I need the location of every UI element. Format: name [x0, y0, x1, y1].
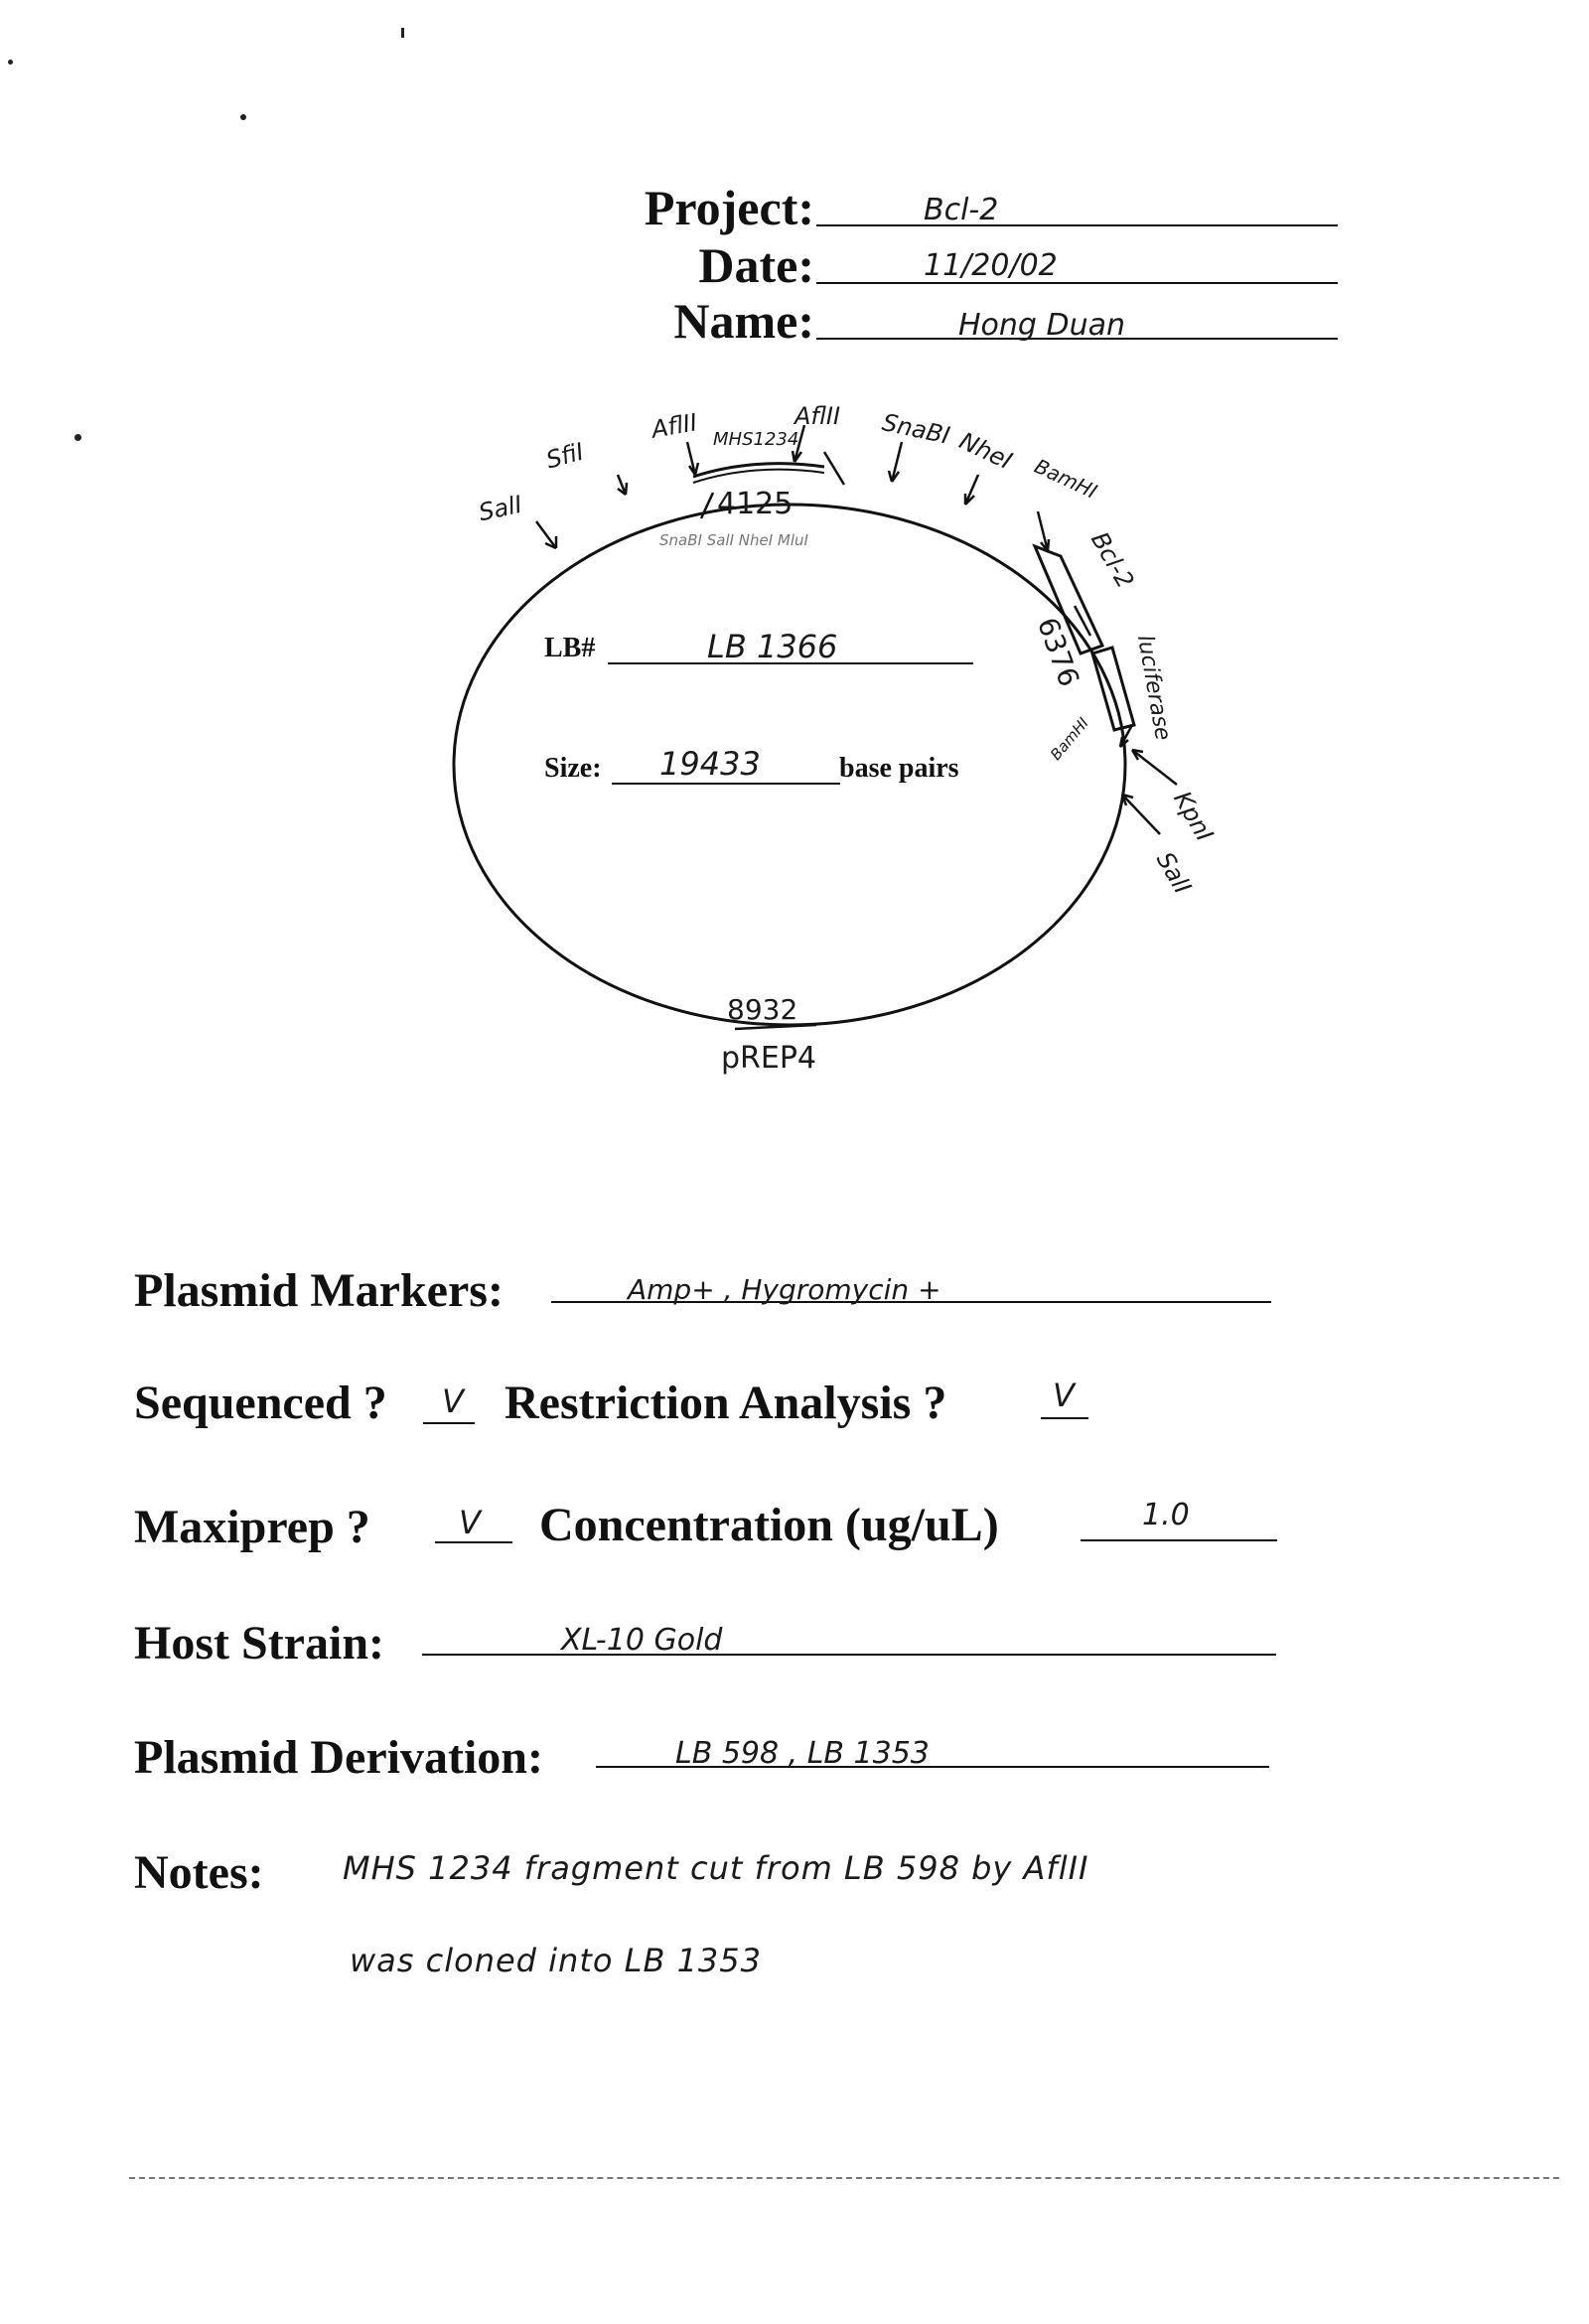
site-luciferase: luciferase	[1131, 633, 1176, 743]
restriction-value: V	[1053, 1377, 1075, 1414]
site-aflii-left: AflII	[649, 408, 700, 444]
scan-speck	[401, 28, 404, 38]
project-label: Project:	[644, 180, 814, 235]
site-snabi: SnaBI	[879, 408, 952, 450]
sequenced-label: Sequenced ?	[134, 1377, 387, 1429]
fragment-sites-note: SnaBI SalI NheI MluI	[659, 531, 808, 549]
size-value: 19433	[659, 745, 761, 783]
lb-label: LB#	[544, 633, 596, 663]
site-mhs-fragment: MHS1234	[713, 429, 799, 450]
name-label: Name:	[673, 293, 814, 349]
host-line	[422, 1634, 1276, 1656]
notes-line-1: MHS 1234 fragment cut from LB 598 by AflII	[343, 1849, 1089, 1887]
maxiprep-label: Maxiprep ?	[134, 1501, 370, 1553]
lb-value: LB 1366	[707, 628, 838, 665]
position-right: 6376	[1030, 613, 1086, 691]
site-bamhi-lower: BamHI	[1047, 714, 1092, 764]
maxiprep-value: V	[459, 1504, 481, 1541]
scan-speck	[74, 434, 81, 441]
notes-line-2: was cloned into LB 1353	[350, 1942, 762, 1979]
markers-label: Plasmid Markers:	[134, 1264, 504, 1317]
backbone-name: pREP4	[721, 1041, 817, 1076]
derivation-label: Plasmid Derivation:	[134, 1731, 543, 1784]
position-bottom: 8932	[727, 993, 798, 1026]
size-label: Size:	[544, 753, 602, 784]
host-label: Host Strain:	[134, 1617, 384, 1670]
site-kpni: KpnI	[1168, 786, 1220, 847]
date-label: Date:	[698, 237, 814, 293]
site-aflii-right: AflII	[794, 402, 841, 430]
luciferase-insert	[1092, 648, 1134, 730]
scan-speck	[240, 114, 246, 120]
scan-speck	[8, 60, 13, 65]
restriction-label: Restriction Analysis ?	[505, 1377, 947, 1429]
site-bcl2: Bcl-2	[1084, 526, 1140, 594]
site-nhei: NheI	[954, 426, 1017, 476]
host-value: XL-10 Gold	[561, 1623, 723, 1658]
site-sali-right: SalI	[1150, 847, 1197, 899]
site-bamhi-top: BamHI	[1031, 454, 1101, 504]
site-sfii: SfiI	[543, 437, 587, 475]
size-unit: base pairs	[839, 753, 959, 784]
concentration-label: Concentration (ug/uL)	[539, 1499, 999, 1551]
notes-label: Notes:	[134, 1846, 264, 1899]
name-value: Hong Duan	[958, 308, 1126, 343]
concentration-value: 1.0	[1142, 1498, 1190, 1532]
project-value: Bcl-2	[924, 193, 999, 227]
sequenced-value: V	[442, 1382, 464, 1420]
position-top: 4125	[717, 487, 794, 521]
site-sali-left: SalI	[476, 490, 525, 527]
markers-value: Amp+ , Hygromycin +	[628, 1273, 941, 1306]
derivation-value: LB 598 , LB 1353	[675, 1736, 930, 1771]
plasmid-map	[0, 0, 1589, 1142]
bottom-scan-line	[129, 2177, 1559, 2179]
date-value: 11/20/02	[924, 248, 1058, 283]
